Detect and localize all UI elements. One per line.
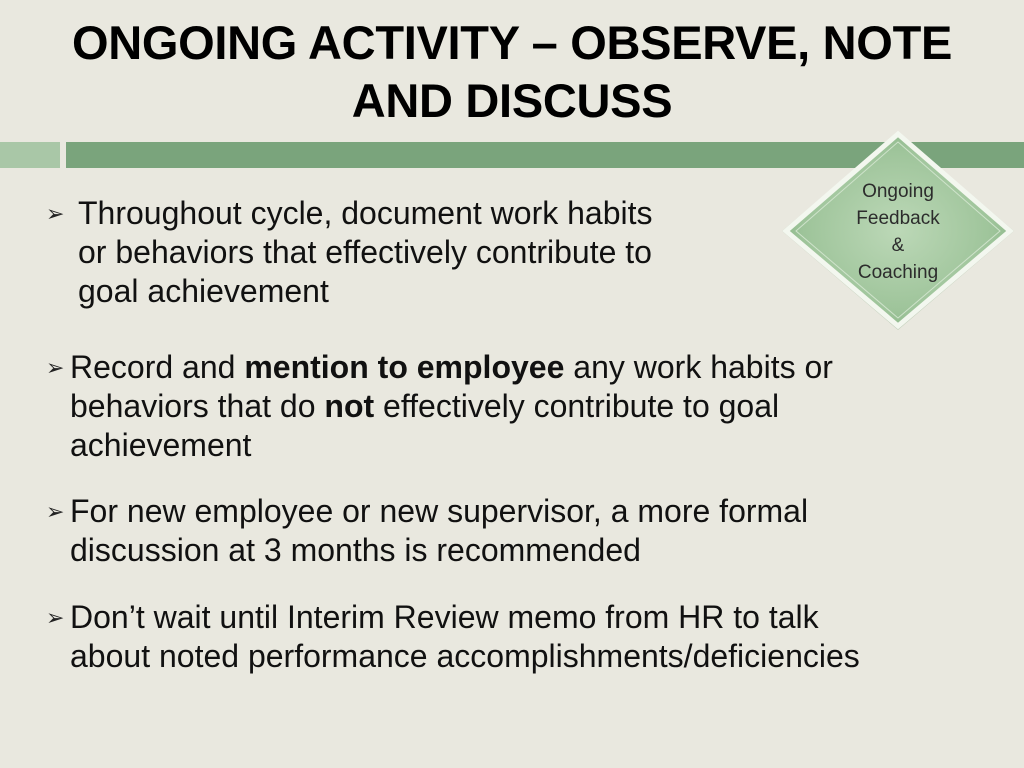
bullet-line: or behaviors that effectively contribute to: [78, 234, 652, 270]
bullet-text: [70, 348, 1006, 465]
bullet-text: [70, 598, 1016, 676]
bullet-line: [70, 348, 1006, 387]
badge-label: [778, 178, 1018, 286]
bullet-line: goal achievement: [78, 273, 329, 309]
badge-line-1: Ongoing: [862, 181, 934, 202]
badge-line-3: &: [891, 235, 905, 256]
bullet-line: Throughout cycle, document work habits: [78, 195, 653, 231]
bullet-text-run: Record and: [70, 349, 245, 385]
badge-line-4: Coaching: [857, 262, 939, 283]
title-divider-light: [0, 142, 60, 168]
bullet-line: Don’t wait until Interim Review memo from HR to talk: [70, 599, 819, 635]
bullet-record-and-mention: [46, 348, 1006, 465]
ongoing-feedback-badge: [778, 128, 1018, 334]
bullet-text-run: any work habits or: [564, 349, 833, 385]
slide-title: [0, 14, 1024, 130]
bullet-arrow-icon: ➢: [46, 605, 65, 630]
bullet-formal-discussion: [46, 492, 1006, 570]
bullet-emphasis-not: not: [324, 388, 375, 424]
bullet-line: For new employee or new supervisor, a more formal: [70, 493, 809, 529]
bullet-text: [78, 194, 746, 311]
bullet-line: [70, 387, 1006, 426]
bullet-document-habits: [46, 194, 746, 311]
bullet-text-run: behaviors that do: [70, 388, 325, 424]
bullet-line: discussion at 3 months is recommended: [70, 532, 641, 568]
bullet-text: [70, 492, 1006, 570]
bullet-arrow-icon: ➢: [46, 499, 65, 524]
bullet-emphasis-mention: mention to employee: [244, 349, 565, 385]
bullet-arrow-icon: ➢: [46, 201, 65, 226]
badge-line-2: Feedback: [856, 208, 940, 229]
bullet-dont-wait: [46, 598, 1016, 676]
slide-title-line-2: AND DISCUSS: [351, 74, 673, 127]
bullet-arrow-icon: ➢: [46, 355, 65, 380]
bullet-line: achievement: [70, 427, 252, 463]
bullet-text-run: effectively contribute to goal: [374, 388, 780, 424]
slide-title-line-1: ONGOING ACTIVITY – OBSERVE, NOTE: [71, 16, 953, 69]
bullet-line: about noted performance accomplishments/deficiencies: [70, 638, 860, 674]
